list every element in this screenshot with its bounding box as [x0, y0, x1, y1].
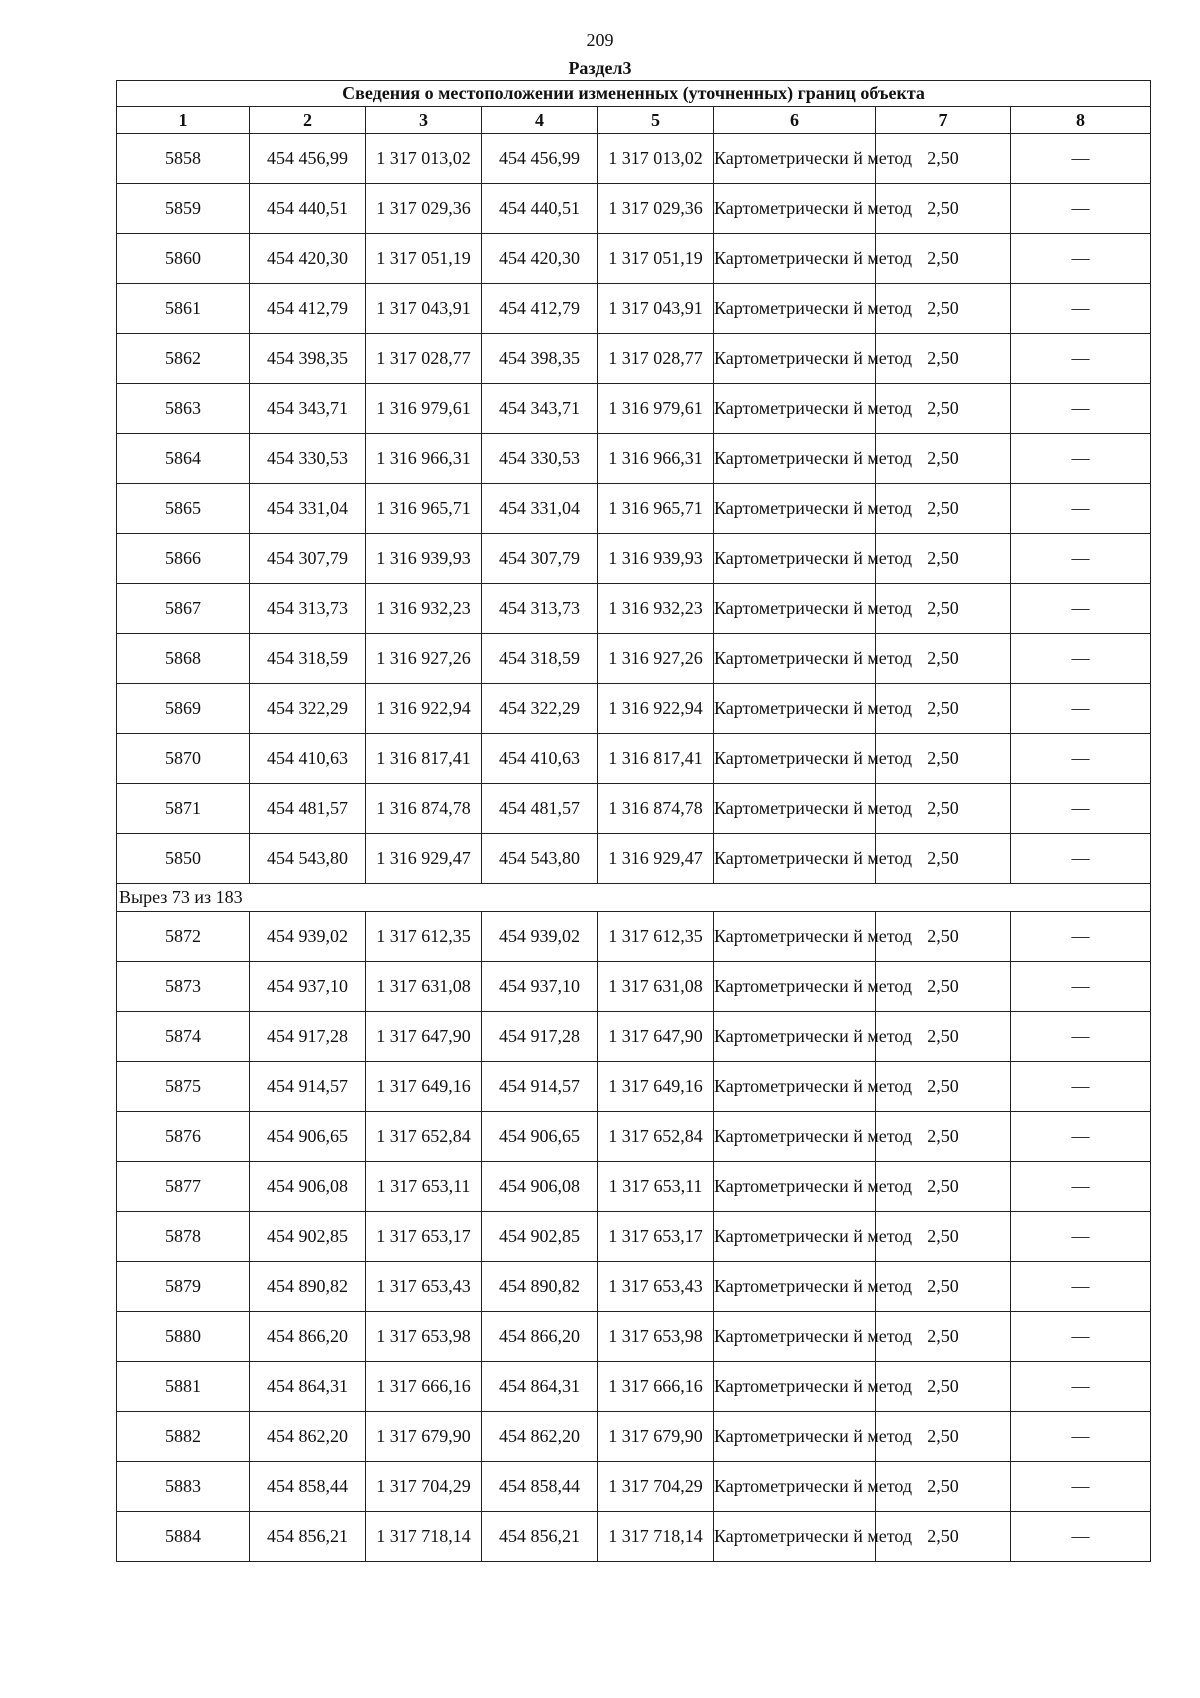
- y-new-cell: 1 317 612,35: [598, 912, 714, 962]
- note-cell: —: [1011, 634, 1151, 684]
- table-row: [117, 1162, 1151, 1212]
- point-number-cell: 5873: [117, 962, 250, 1012]
- column-number-header: 6: [714, 107, 876, 134]
- column-number-header: 2: [250, 107, 366, 134]
- x-new-cell: 454 307,79: [482, 534, 598, 584]
- accuracy-cell: 2,50: [876, 184, 1011, 234]
- y-old-cell: 1 317 043,91: [366, 284, 482, 334]
- accuracy-cell: 2,50: [876, 1362, 1011, 1412]
- note-cell: —: [1011, 734, 1151, 784]
- table-row: [117, 1112, 1151, 1162]
- table-row: [117, 1012, 1151, 1062]
- method-cell: Картометрически й метод: [714, 1462, 876, 1512]
- y-old-cell: 1 316 927,26: [366, 634, 482, 684]
- x-new-cell: 454 864,31: [482, 1362, 598, 1412]
- column-number-header: 1: [117, 107, 250, 134]
- x-old-cell: 454 331,04: [250, 484, 366, 534]
- y-new-cell: 1 317 666,16: [598, 1362, 714, 1412]
- table-row: [117, 784, 1151, 834]
- y-old-cell: 1 317 704,29: [366, 1462, 482, 1512]
- y-new-cell: 1 317 013,02: [598, 134, 714, 184]
- point-number-cell: 5850: [117, 834, 250, 884]
- y-new-cell: 1 317 028,77: [598, 334, 714, 384]
- accuracy-cell: 2,50: [876, 334, 1011, 384]
- accuracy-cell: 2,50: [876, 634, 1011, 684]
- note-cell: —: [1011, 484, 1151, 534]
- method-cell: Картометрически й метод: [714, 1312, 876, 1362]
- y-old-cell: 1 317 653,43: [366, 1262, 482, 1312]
- x-new-cell: 454 858,44: [482, 1462, 598, 1512]
- point-number-cell: 5869: [117, 684, 250, 734]
- note-cell: —: [1011, 534, 1151, 584]
- note-cell: —: [1011, 1062, 1151, 1112]
- x-old-cell: 454 322,29: [250, 684, 366, 734]
- note-cell: —: [1011, 334, 1151, 384]
- method-cell: Картометрически й метод: [714, 1112, 876, 1162]
- y-new-cell: 1 316 929,47: [598, 834, 714, 884]
- x-old-cell: 454 398,35: [250, 334, 366, 384]
- y-old-cell: 1 316 965,71: [366, 484, 482, 534]
- note-cell: —: [1011, 1312, 1151, 1362]
- y-new-cell: 1 317 647,90: [598, 1012, 714, 1062]
- table-row: [117, 1362, 1151, 1412]
- x-old-cell: 454 858,44: [250, 1462, 366, 1512]
- x-new-cell: 454 862,20: [482, 1412, 598, 1462]
- method-cell: Картометрически й метод: [714, 1212, 876, 1262]
- point-number-cell: 5881: [117, 1362, 250, 1412]
- y-new-cell: 1 316 874,78: [598, 784, 714, 834]
- note-cell: —: [1011, 1212, 1151, 1262]
- table-row: [117, 184, 1151, 234]
- point-number-cell: 5864: [117, 434, 250, 484]
- table-row: [117, 1462, 1151, 1512]
- accuracy-cell: 2,50: [876, 484, 1011, 534]
- table-row: [117, 534, 1151, 584]
- accuracy-cell: 2,50: [876, 1462, 1011, 1512]
- x-old-cell: 454 412,79: [250, 284, 366, 334]
- y-new-cell: 1 316 922,94: [598, 684, 714, 734]
- x-old-cell: 454 330,53: [250, 434, 366, 484]
- x-old-cell: 454 343,71: [250, 384, 366, 434]
- accuracy-cell: 2,50: [876, 1012, 1011, 1062]
- method-cell: Картометрически й метод: [714, 1012, 876, 1062]
- y-new-cell: 1 316 932,23: [598, 584, 714, 634]
- contour-separator-row: [117, 884, 1151, 912]
- x-old-cell: 454 307,79: [250, 534, 366, 584]
- column-number-header: 7: [876, 107, 1011, 134]
- table-body: [117, 134, 1151, 1562]
- y-new-cell: 1 317 653,98: [598, 1312, 714, 1362]
- point-number-cell: 5884: [117, 1512, 250, 1562]
- method-cell: Картометрически й метод: [714, 912, 876, 962]
- y-old-cell: 1 317 666,16: [366, 1362, 482, 1412]
- point-number-cell: 5877: [117, 1162, 250, 1212]
- y-old-cell: 1 317 612,35: [366, 912, 482, 962]
- method-cell: Картометрически й метод: [714, 734, 876, 784]
- table-row: [117, 684, 1151, 734]
- note-cell: —: [1011, 1512, 1151, 1562]
- point-number-cell: 5861: [117, 284, 250, 334]
- y-old-cell: 1 317 631,08: [366, 962, 482, 1012]
- point-number-cell: 5883: [117, 1462, 250, 1512]
- method-cell: Картометрически й метод: [714, 484, 876, 534]
- coordinates-table: [116, 80, 1151, 1562]
- y-new-cell: 1 316 966,31: [598, 434, 714, 484]
- x-old-cell: 454 862,20: [250, 1412, 366, 1462]
- point-number-cell: 5872: [117, 912, 250, 962]
- x-old-cell: 454 864,31: [250, 1362, 366, 1412]
- y-old-cell: 1 317 652,84: [366, 1112, 482, 1162]
- note-cell: —: [1011, 834, 1151, 884]
- method-cell: Картометрически й метод: [714, 434, 876, 484]
- x-new-cell: 454 412,79: [482, 284, 598, 334]
- x-new-cell: 454 856,21: [482, 1512, 598, 1562]
- y-old-cell: 1 317 653,98: [366, 1312, 482, 1362]
- y-new-cell: 1 317 051,19: [598, 234, 714, 284]
- x-old-cell: 454 902,85: [250, 1212, 366, 1262]
- y-new-cell: 1 317 029,36: [598, 184, 714, 234]
- method-cell: Картометрически й метод: [714, 384, 876, 434]
- y-old-cell: 1 316 979,61: [366, 384, 482, 434]
- method-cell: Картометрически й метод: [714, 634, 876, 684]
- y-old-cell: 1 317 653,11: [366, 1162, 482, 1212]
- column-number-header: 5: [598, 107, 714, 134]
- table-row: [117, 962, 1151, 1012]
- accuracy-cell: 2,50: [876, 912, 1011, 962]
- table-row: [117, 284, 1151, 334]
- method-cell: Картометрически й метод: [714, 1062, 876, 1112]
- y-new-cell: 1 317 653,11: [598, 1162, 714, 1212]
- table-row: [117, 234, 1151, 284]
- y-old-cell: 1 316 922,94: [366, 684, 482, 734]
- x-new-cell: 454 937,10: [482, 962, 598, 1012]
- method-cell: Картометрически й метод: [714, 1262, 876, 1312]
- note-cell: —: [1011, 284, 1151, 334]
- x-new-cell: 454 939,02: [482, 912, 598, 962]
- x-new-cell: 454 481,57: [482, 784, 598, 834]
- y-old-cell: 1 317 051,19: [366, 234, 482, 284]
- accuracy-cell: 2,50: [876, 784, 1011, 834]
- contour-separator-label: Вырез 73 из 183: [117, 884, 1151, 912]
- x-old-cell: 454 318,59: [250, 634, 366, 684]
- y-new-cell: 1 317 653,17: [598, 1212, 714, 1262]
- accuracy-cell: 2,50: [876, 1262, 1011, 1312]
- note-cell: —: [1011, 1262, 1151, 1312]
- x-new-cell: 454 914,57: [482, 1062, 598, 1112]
- x-new-cell: 454 440,51: [482, 184, 598, 234]
- y-old-cell: 1 316 817,41: [366, 734, 482, 784]
- y-old-cell: 1 316 932,23: [366, 584, 482, 634]
- point-number-cell: 5882: [117, 1412, 250, 1462]
- x-old-cell: 454 917,28: [250, 1012, 366, 1062]
- accuracy-cell: 2,50: [876, 234, 1011, 284]
- y-new-cell: 1 317 718,14: [598, 1512, 714, 1562]
- accuracy-cell: 2,50: [876, 1312, 1011, 1362]
- method-cell: Картометрически й метод: [714, 234, 876, 284]
- x-old-cell: 454 906,08: [250, 1162, 366, 1212]
- method-cell: Картометрически й метод: [714, 534, 876, 584]
- y-new-cell: 1 317 043,91: [598, 284, 714, 334]
- method-cell: Картометрически й метод: [714, 1162, 876, 1212]
- table-row: [117, 334, 1151, 384]
- accuracy-cell: 2,50: [876, 584, 1011, 634]
- y-new-cell: 1 316 979,61: [598, 384, 714, 434]
- table-row: [117, 484, 1151, 534]
- accuracy-cell: 2,50: [876, 834, 1011, 884]
- accuracy-cell: 2,50: [876, 1412, 1011, 1462]
- table-row: [117, 434, 1151, 484]
- y-old-cell: 1 316 929,47: [366, 834, 482, 884]
- x-old-cell: 454 939,02: [250, 912, 366, 962]
- point-number-cell: 5863: [117, 384, 250, 434]
- x-old-cell: 454 481,57: [250, 784, 366, 834]
- note-cell: —: [1011, 184, 1151, 234]
- y-old-cell: 1 317 013,02: [366, 134, 482, 184]
- table-row: [117, 584, 1151, 634]
- y-old-cell: 1 316 966,31: [366, 434, 482, 484]
- section-title: Раздел3: [568, 58, 632, 78]
- y-old-cell: 1 317 718,14: [366, 1512, 482, 1562]
- y-old-cell: 1 317 679,90: [366, 1412, 482, 1462]
- y-new-cell: 1 316 939,93: [598, 534, 714, 584]
- accuracy-cell: 2,50: [876, 134, 1011, 184]
- point-number-cell: 5880: [117, 1312, 250, 1362]
- x-old-cell: 454 456,99: [250, 134, 366, 184]
- table-row: [117, 634, 1151, 684]
- table-row: [117, 1062, 1151, 1112]
- table-row: [117, 1262, 1151, 1312]
- accuracy-cell: 2,50: [876, 734, 1011, 784]
- note-cell: —: [1011, 1362, 1151, 1412]
- accuracy-cell: 2,50: [876, 1512, 1011, 1562]
- table-row: [117, 384, 1151, 434]
- point-number-cell: 5867: [117, 584, 250, 634]
- x-new-cell: 454 313,73: [482, 584, 598, 634]
- accuracy-cell: 2,50: [876, 534, 1011, 584]
- y-new-cell: 1 317 679,90: [598, 1412, 714, 1462]
- x-old-cell: 454 866,20: [250, 1312, 366, 1362]
- x-old-cell: 454 890,82: [250, 1262, 366, 1312]
- method-cell: Картометрически й метод: [714, 1412, 876, 1462]
- method-cell: Картометрически й метод: [714, 284, 876, 334]
- table-row: [117, 134, 1151, 184]
- table-row: [117, 834, 1151, 884]
- accuracy-cell: 2,50: [876, 1212, 1011, 1262]
- point-number-cell: 5868: [117, 634, 250, 684]
- note-cell: —: [1011, 684, 1151, 734]
- accuracy-cell: 2,50: [876, 962, 1011, 1012]
- method-cell: Картометрически й метод: [714, 684, 876, 734]
- column-number-header: 4: [482, 107, 598, 134]
- method-cell: Картометрически й метод: [714, 134, 876, 184]
- method-cell: Картометрически й метод: [714, 1362, 876, 1412]
- y-old-cell: 1 317 029,36: [366, 184, 482, 234]
- page-number: 209: [586, 30, 614, 50]
- x-new-cell: 454 866,20: [482, 1312, 598, 1362]
- table-title: Сведения о местоположении измененных (уточненных) границ объекта: [117, 81, 1151, 107]
- y-new-cell: 1 316 927,26: [598, 634, 714, 684]
- method-cell: Картометрически й метод: [714, 834, 876, 884]
- y-old-cell: 1 317 028,77: [366, 334, 482, 384]
- table-row: [117, 734, 1151, 784]
- note-cell: —: [1011, 234, 1151, 284]
- y-old-cell: 1 317 649,16: [366, 1062, 482, 1112]
- point-number-cell: 5862: [117, 334, 250, 384]
- point-number-cell: 5878: [117, 1212, 250, 1262]
- note-cell: —: [1011, 134, 1151, 184]
- y-new-cell: 1 317 649,16: [598, 1062, 714, 1112]
- y-old-cell: 1 316 874,78: [366, 784, 482, 834]
- method-cell: Картометрически й метод: [714, 334, 876, 384]
- note-cell: —: [1011, 1412, 1151, 1462]
- note-cell: —: [1011, 434, 1151, 484]
- accuracy-cell: 2,50: [876, 684, 1011, 734]
- note-cell: —: [1011, 384, 1151, 434]
- y-new-cell: 1 316 817,41: [598, 734, 714, 784]
- point-number-cell: 5875: [117, 1062, 250, 1112]
- x-new-cell: 454 917,28: [482, 1012, 598, 1062]
- x-new-cell: 454 456,99: [482, 134, 598, 184]
- x-new-cell: 454 318,59: [482, 634, 598, 684]
- column-number-header: 8: [1011, 107, 1151, 134]
- y-new-cell: 1 317 704,29: [598, 1462, 714, 1512]
- y-new-cell: 1 317 652,84: [598, 1112, 714, 1162]
- x-new-cell: 454 330,53: [482, 434, 598, 484]
- table-row: [117, 1512, 1151, 1562]
- point-number-cell: 5870: [117, 734, 250, 784]
- y-new-cell: 1 317 653,43: [598, 1262, 714, 1312]
- method-cell: Картометрически й метод: [714, 1512, 876, 1562]
- y-old-cell: 1 317 653,17: [366, 1212, 482, 1262]
- point-number-cell: 5879: [117, 1262, 250, 1312]
- note-cell: —: [1011, 962, 1151, 1012]
- note-cell: —: [1011, 784, 1151, 834]
- method-cell: Картометрически й метод: [714, 784, 876, 834]
- x-new-cell: 454 322,29: [482, 684, 598, 734]
- point-number-cell: 5871: [117, 784, 250, 834]
- x-new-cell: 454 410,63: [482, 734, 598, 784]
- accuracy-cell: 2,50: [876, 384, 1011, 434]
- table-row: [117, 1412, 1151, 1462]
- point-number-cell: 5874: [117, 1012, 250, 1062]
- method-cell: Картометрически й метод: [714, 962, 876, 1012]
- note-cell: —: [1011, 1162, 1151, 1212]
- x-new-cell: 454 906,08: [482, 1162, 598, 1212]
- x-old-cell: 454 420,30: [250, 234, 366, 284]
- column-number-row: [117, 107, 1151, 134]
- table-row: [117, 1312, 1151, 1362]
- point-number-cell: 5866: [117, 534, 250, 584]
- accuracy-cell: 2,50: [876, 284, 1011, 334]
- x-new-cell: 454 543,80: [482, 834, 598, 884]
- note-cell: —: [1011, 1012, 1151, 1062]
- y-new-cell: 1 317 631,08: [598, 962, 714, 1012]
- point-number-cell: 5859: [117, 184, 250, 234]
- point-number-cell: 5865: [117, 484, 250, 534]
- y-new-cell: 1 316 965,71: [598, 484, 714, 534]
- x-old-cell: 454 410,63: [250, 734, 366, 784]
- x-new-cell: 454 902,85: [482, 1212, 598, 1262]
- y-old-cell: 1 317 647,90: [366, 1012, 482, 1062]
- method-cell: Картометрически й метод: [714, 584, 876, 634]
- point-number-cell: 5860: [117, 234, 250, 284]
- x-new-cell: 454 398,35: [482, 334, 598, 384]
- x-old-cell: 454 906,65: [250, 1112, 366, 1162]
- x-old-cell: 454 313,73: [250, 584, 366, 634]
- note-cell: —: [1011, 584, 1151, 634]
- accuracy-cell: 2,50: [876, 434, 1011, 484]
- column-number-header: 3: [366, 107, 482, 134]
- y-old-cell: 1 316 939,93: [366, 534, 482, 584]
- table-row: [117, 1212, 1151, 1262]
- x-new-cell: 454 343,71: [482, 384, 598, 434]
- x-old-cell: 454 937,10: [250, 962, 366, 1012]
- accuracy-cell: 2,50: [876, 1112, 1011, 1162]
- x-new-cell: 454 906,65: [482, 1112, 598, 1162]
- note-cell: —: [1011, 912, 1151, 962]
- x-old-cell: 454 543,80: [250, 834, 366, 884]
- point-number-cell: 5876: [117, 1112, 250, 1162]
- x-new-cell: 454 890,82: [482, 1262, 598, 1312]
- accuracy-cell: 2,50: [876, 1162, 1011, 1212]
- x-old-cell: 454 856,21: [250, 1512, 366, 1562]
- point-number-cell: 5858: [117, 134, 250, 184]
- x-new-cell: 454 420,30: [482, 234, 598, 284]
- x-new-cell: 454 331,04: [482, 484, 598, 534]
- table-row: [117, 912, 1151, 962]
- method-cell: Картометрически й метод: [714, 184, 876, 234]
- note-cell: —: [1011, 1112, 1151, 1162]
- note-cell: —: [1011, 1462, 1151, 1512]
- x-old-cell: 454 440,51: [250, 184, 366, 234]
- accuracy-cell: 2,50: [876, 1062, 1011, 1112]
- x-old-cell: 454 914,57: [250, 1062, 366, 1112]
